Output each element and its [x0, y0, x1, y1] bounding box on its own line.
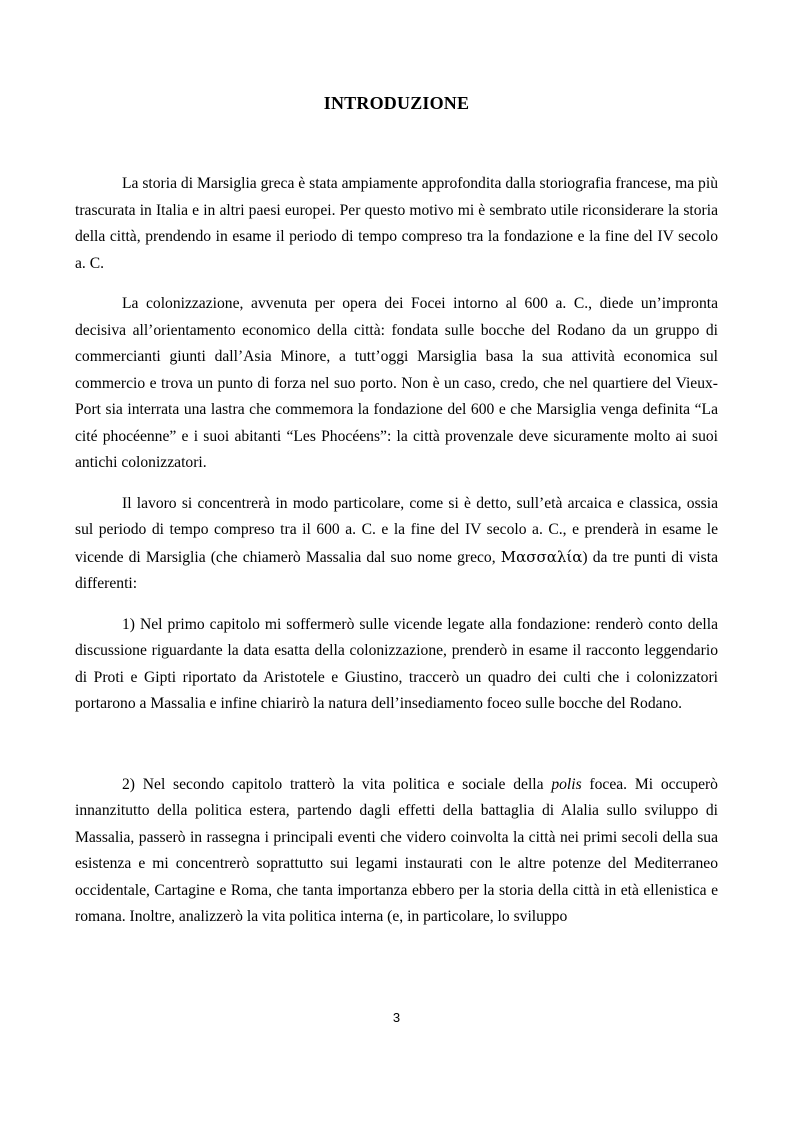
page-number: 3 — [392, 1010, 401, 1025]
italic-word-polis: polis — [551, 775, 582, 793]
paragraph-1: La storia di Marsiglia greca è stata ampiamente approfondita dalla storiografia francese, ma più trascurata in Italia e in altri paesi europei. Per questo motivo mi è sembrato utile riconsiderare la storia della città, prendendo in esame il periodo di tempo compreso tra la fondazione e la fine del IV secolo a. C. — [75, 175, 718, 272]
paragraph-spacer — [75, 477, 718, 491]
greek-word-massalia: Μασσαλία — [500, 547, 583, 566]
paragraph-3-text-end: ) da tre punti di vista differenti: — [75, 548, 718, 592]
paragraph-spacer-large — [75, 718, 718, 772]
body-text — [75, 171, 718, 931]
paragraph-2: La colonizzazione, avvenuta per opera dei Focei intorno al 600 a. C., diede un’impronta decisiva all’orientamento economico della città: fondata sulle bocche del Rodano da un gruppo di commercianti giunti dall’Asia Minore, a tutt’oggi Marsiglia basa la sua attività economica sul commercio e trova un punto di forza nel suo porto. Non è un caso, credo, che nel quartiere del Vieux-Port sia interrata una lastra che commemora la fondazione del 600 e che Marsiglia venga definita “La cité phocéenne” e i suoi abitanti “Les Phocéens”: la città provenzale deve sicuramente molto ai suoi antichi colonizzatori. — [75, 295, 718, 471]
paragraph-spacer — [75, 277, 718, 291]
paragraph-5-text-end: focea. Mi occuperò innanzitutto della politica estera, partendo dagli effetti della battaglia di Alalia sullo sviluppo di Massalia, passerò in rassegna i principali eventi che videro coinvolta la città nei primi secoli della sua esistenza e mi concentrerò soprattutto sui legami instaurati con le altre potenze del Mediterraneo occidentale, Cartagine e Roma, che tanta importanza ebbero per la storia della città in età ellenistica e romana. Inoltre, analizzerò la vita politica interna (e, in particolare, lo sviluppo — [75, 775, 718, 925]
paragraph-5-text-start: 2) Nel secondo capitolo tratterò la vita politica e sociale della — [122, 775, 552, 793]
paragraph-spacer — [75, 598, 718, 612]
paragraph-4: 1) Nel primo capitolo mi soffermerò sulle vicende legate alla fondazione: renderò conto della discussione riguardante la data esatta della colonizzazione, prenderò in esame il racconto leggendario di Proti e Gipti riportato da Aristotele e Giustino, traccerò un quadro dei culti che i colonizzatori portarono a Massalia e infine chiarirò la natura dell’insediamento foceo sulle bocche del Rodano. — [75, 615, 718, 712]
paragraph-5 — [75, 772, 718, 931]
paragraph-3 — [75, 491, 718, 598]
page-title: INTRODUZIONE — [323, 93, 470, 113]
paragraph-3-text-start: Il lavoro si concentrerà in modo particolare, come si è detto, sull’età arcaica e classica, ossia sul periodo di tempo compreso tra il 600 a. C. e la fine del IV secolo a. C., e prenderà in esame le vicende di Marsiglia (che chiamerò Massalia dal suo nome greco, — [75, 494, 718, 566]
